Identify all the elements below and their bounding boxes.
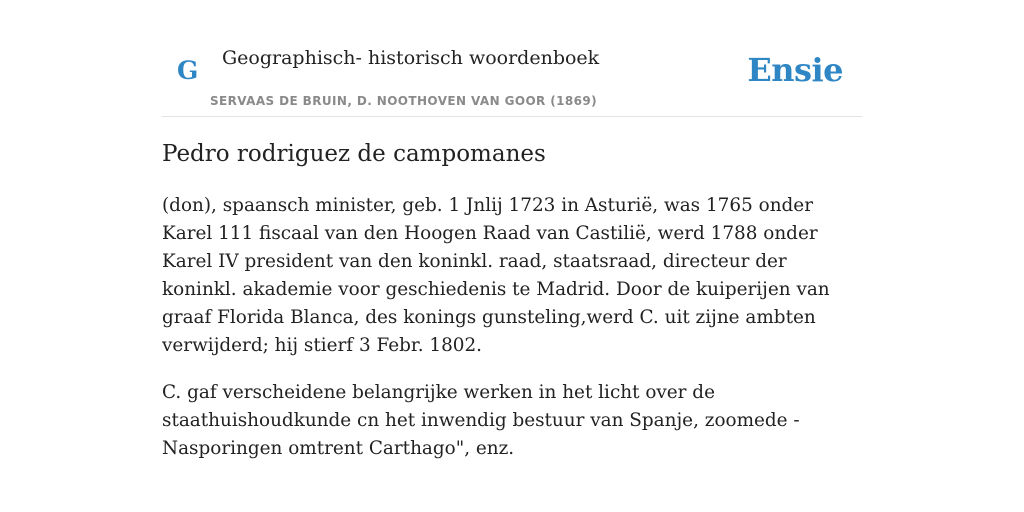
book-author: SERVAAS DE BRUIN, D. NOOTHOVEN VAN GOOR (1869)	[210, 94, 598, 108]
entry-paragraph-1: (don), spaansch minister, geb. 1 Jnlij 1723 in Asturië, was 1765 onder Karel 111 fiscaal van den Hoogen Raad van Castilië, werd 1788 onder Karel IV president van den koninkl. raad, staatsraad, directeur der koninkl. akademie voor geschiedenis te Madrid. Door de kuiperijen van graaf Florida Blanca, des konings gunsteling,werd C. uit zijne ambten verwijderd; hij stierf 3 Febr. 1802.	[162, 195, 830, 356]
entry-title: Pedro rodriguez de campomanes	[162, 141, 546, 167]
book-title-link[interactable]: Geographisch- historisch woordenboek	[222, 47, 600, 69]
page-header	[162, 0, 862, 117]
ensie-logo-link[interactable]: Ensie	[747, 51, 843, 89]
entry-paragraph-2: C. gaf verscheidene belangrijke werken in het licht over de staathuishoudkunde cn het inwendig bestuur van Spanje, zoomede -Nasporingen omtrent Carthago", enz.	[162, 382, 800, 459]
book-logo-letter: G	[177, 56, 199, 85]
entry-content	[162, 136, 862, 463]
